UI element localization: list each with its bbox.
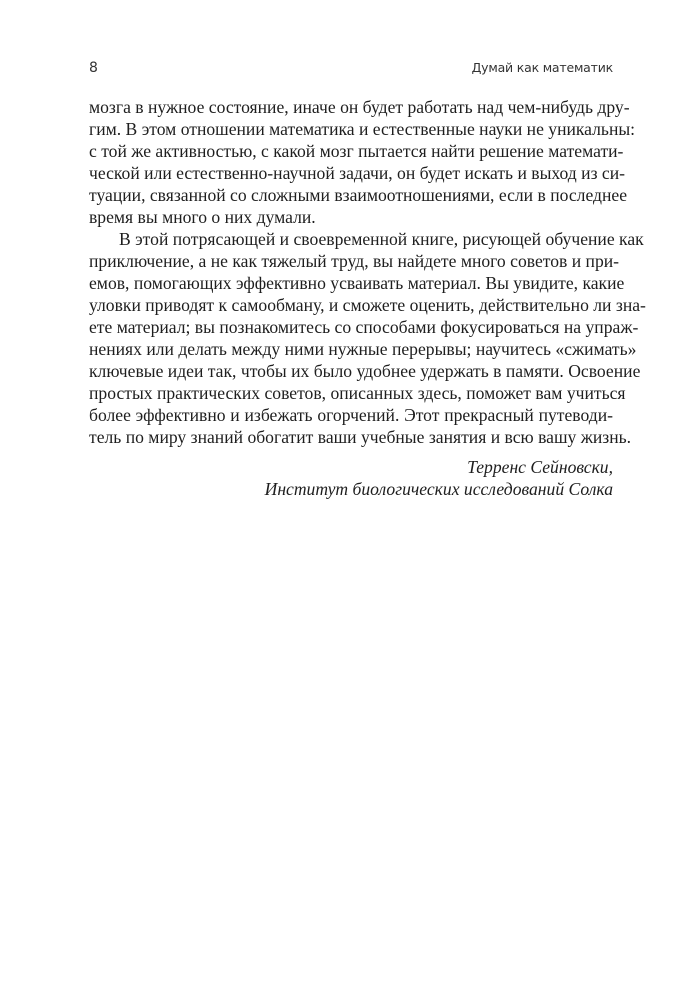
text-line: ческой или естественно-научной задачи, он будет искать и выход из си- [89, 163, 625, 183]
text-line: туации, связанной со сложными взаимоотношениями, если в последнее [89, 185, 628, 205]
text-line: время вы много о них думали. [89, 207, 316, 227]
text-line: с той же активностью, с какой мозг пытается найти решение математи- [89, 141, 624, 161]
text-line: гим. В этом отношении математика и естественные науки не уникальны: [89, 119, 636, 139]
paragraph-1 [89, 96, 636, 228]
signature-block [89, 456, 613, 500]
text-line: емов, помогающих эффективно усваивать материал. Вы увидите, какие [89, 273, 625, 293]
text-line: тель по миру знаний обогатит ваши учебные занятия и всю вашу жизнь. [89, 427, 632, 447]
text-line: приключение, а не как тяжелый труд, вы найдете много советов и при- [89, 251, 620, 271]
running-head [89, 58, 613, 80]
text-line: ключевые идеи так, чтобы их было удобнее удержать в памяти. Освоение [89, 361, 641, 381]
text-line: нениях или делать между ними нужные перерывы; научитесь «сжимать» [89, 339, 637, 359]
text-line: уловки приводят к самообману, и сможете оценить, действительно ли зна- [89, 295, 646, 315]
text-line: более эффективно и избежать огорчений. Этот прекрасный путеводи- [89, 405, 613, 425]
running-title: Думай как математик [471, 60, 613, 75]
page-number: 8 [89, 60, 98, 76]
text-line: В этой потрясающей и своевременной книге, рисующей обучение как [119, 229, 644, 249]
text-line: ете материал; вы познакомитесь со способами фокусироваться на упраж- [89, 317, 639, 337]
text-line: простых практических советов, описанных здесь, поможет вам учиться [89, 383, 626, 403]
text-line: мозга в нужное состояние, иначе он будет работать над чем-нибудь дру- [89, 97, 630, 117]
signature-author: Терренс Сейновски, [467, 457, 613, 477]
signature-affiliation: Институт биологических исследований Солка [264, 479, 613, 499]
body-text [89, 96, 646, 500]
paragraph-2 [89, 228, 646, 448]
